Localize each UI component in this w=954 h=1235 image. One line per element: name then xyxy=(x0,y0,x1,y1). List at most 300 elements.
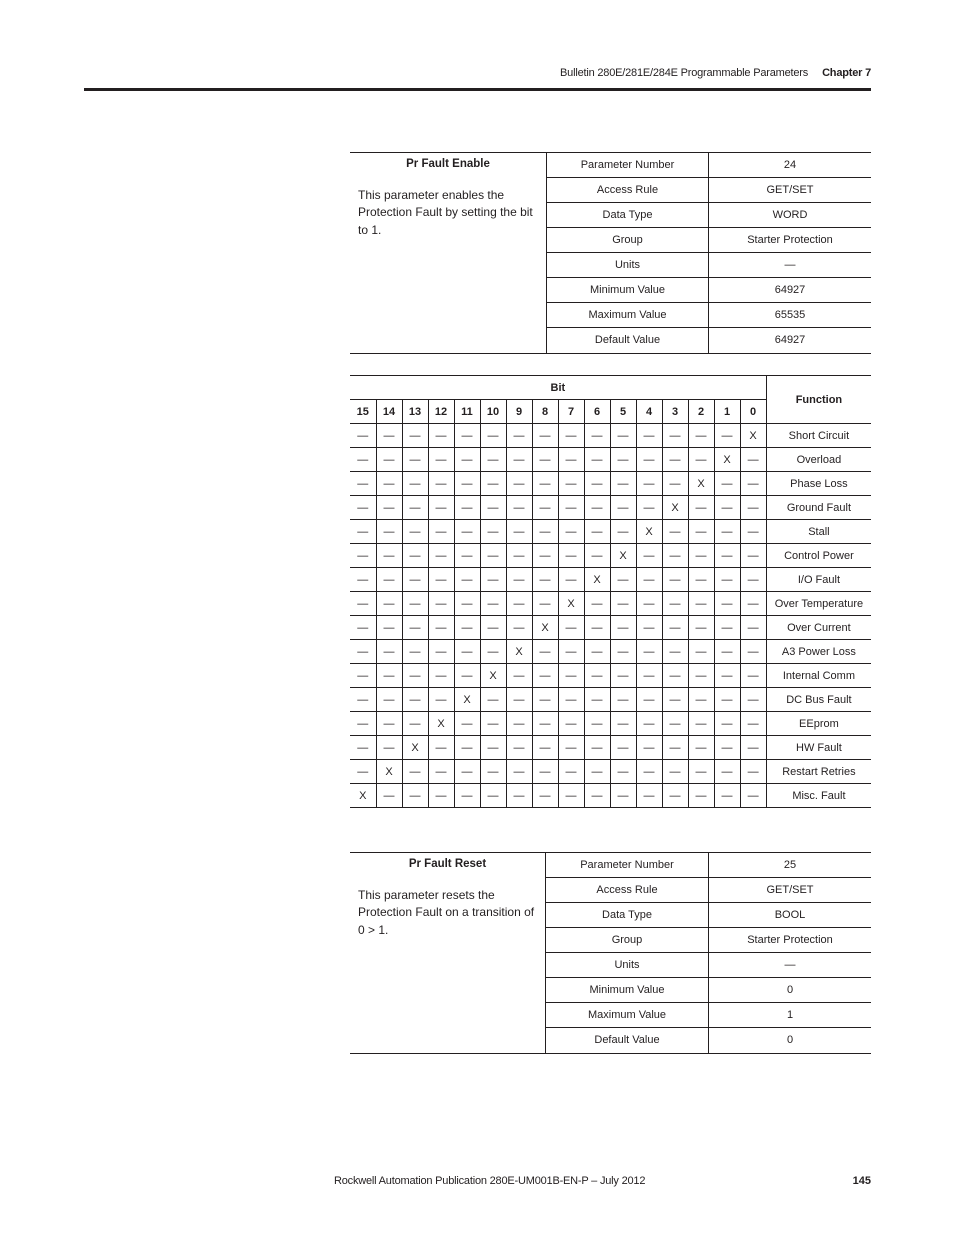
bit-empty-mark: — xyxy=(714,592,740,616)
bit-empty-mark: — xyxy=(740,544,766,568)
bit-empty-mark: — xyxy=(376,520,402,544)
bit-empty-mark: — xyxy=(636,496,662,520)
bit-empty-mark: — xyxy=(662,712,688,736)
function-name: DC Bus Fault xyxy=(766,688,871,712)
bit-empty-mark: — xyxy=(428,568,454,592)
attribute-value: GET/SET xyxy=(766,884,814,896)
bit-empty-mark: — xyxy=(714,664,740,688)
bit-empty-mark: — xyxy=(662,424,688,448)
attribute-label: Group xyxy=(546,928,709,952)
bit-empty-mark: — xyxy=(480,712,506,736)
bit-empty-mark: — xyxy=(350,472,376,496)
attribute-label: Minimum Value xyxy=(546,978,709,1002)
parameter-description: This parameter enables the Protection Fault by setting the bit to 1. xyxy=(358,187,533,237)
function-name: Control Power xyxy=(766,544,871,568)
bit-empty-mark: — xyxy=(454,520,480,544)
parameter-description-cell xyxy=(350,853,546,1053)
bit-empty-mark: — xyxy=(662,544,688,568)
bit-empty-mark: — xyxy=(662,640,688,664)
bit-empty-mark: — xyxy=(584,496,610,520)
attribute-row xyxy=(547,253,871,278)
bit-set-mark: X xyxy=(532,616,558,640)
bit-set-mark: X xyxy=(428,712,454,736)
bit-empty-mark: — xyxy=(532,640,558,664)
function-name: HW Fault xyxy=(766,736,871,760)
bit-number-header: 6 xyxy=(584,400,610,424)
attribute-label: Access Rule xyxy=(546,878,709,902)
bit-empty-mark: — xyxy=(506,520,532,544)
attribute-label: Data Type xyxy=(547,203,709,227)
bit-empty-mark: — xyxy=(506,736,532,760)
bit-empty-mark: — xyxy=(688,544,714,568)
bit-empty-mark: — xyxy=(454,712,480,736)
bit-set-mark: X xyxy=(584,568,610,592)
bit-empty-mark: — xyxy=(454,544,480,568)
bit-header: Bit xyxy=(350,376,766,400)
bit-empty-mark: — xyxy=(350,424,376,448)
bit-empty-mark: — xyxy=(402,688,428,712)
bit-set-mark: X xyxy=(402,736,428,760)
bit-empty-mark: — xyxy=(376,568,402,592)
bit-empty-mark: — xyxy=(610,520,636,544)
attribute-row xyxy=(546,903,871,928)
bit-empty-mark: — xyxy=(740,688,766,712)
bit-empty-mark: — xyxy=(480,688,506,712)
bit-empty-mark: — xyxy=(402,592,428,616)
parameter-attribute-list xyxy=(547,153,871,353)
bit-empty-mark: — xyxy=(506,568,532,592)
parameter-description: This parameter resets the Protection Fault on a transition of 0 > 1. xyxy=(358,887,535,937)
bit-empty-mark: — xyxy=(584,712,610,736)
bit-empty-mark: — xyxy=(350,640,376,664)
bit-row xyxy=(350,760,871,784)
bit-empty-mark: — xyxy=(480,472,506,496)
bit-empty-mark: — xyxy=(350,448,376,472)
bit-empty-mark: — xyxy=(506,424,532,448)
bit-empty-mark: — xyxy=(584,472,610,496)
bit-empty-mark: — xyxy=(350,568,376,592)
bit-empty-mark: — xyxy=(714,568,740,592)
bit-empty-mark: — xyxy=(506,760,532,784)
bit-empty-mark: — xyxy=(480,616,506,640)
bit-number-header: 2 xyxy=(688,400,714,424)
bit-empty-mark: — xyxy=(688,496,714,520)
bit-empty-mark: — xyxy=(740,736,766,760)
bit-empty-mark: — xyxy=(532,712,558,736)
bit-empty-mark: — xyxy=(584,424,610,448)
bit-number-header: 4 xyxy=(636,400,662,424)
function-name: Short Circuit xyxy=(766,424,871,448)
attribute-label: Parameter Number xyxy=(546,853,709,877)
bit-row xyxy=(350,664,871,688)
attribute-label: Units xyxy=(546,953,709,977)
bit-empty-mark: — xyxy=(532,688,558,712)
bit-empty-mark: — xyxy=(610,424,636,448)
bit-empty-mark: — xyxy=(480,592,506,616)
bit-empty-mark: — xyxy=(740,448,766,472)
bit-empty-mark: — xyxy=(532,592,558,616)
parameter-description-cell xyxy=(350,153,547,353)
bit-empty-mark: — xyxy=(584,544,610,568)
bit-empty-mark: — xyxy=(532,472,558,496)
bit-empty-mark: — xyxy=(610,448,636,472)
bit-empty-mark: — xyxy=(714,760,740,784)
bit-empty-mark: — xyxy=(402,424,428,448)
bit-set-mark: X xyxy=(662,496,688,520)
bit-empty-mark: — xyxy=(610,496,636,520)
bit-empty-mark: — xyxy=(558,760,584,784)
attribute-label: Minimum Value xyxy=(547,278,709,302)
attribute-value: Starter Protection xyxy=(747,234,833,246)
bit-empty-mark: — xyxy=(636,472,662,496)
bit-empty-mark: — xyxy=(610,688,636,712)
bit-empty-mark: — xyxy=(584,664,610,688)
bit-empty-mark: — xyxy=(584,616,610,640)
bit-empty-mark: — xyxy=(454,568,480,592)
attribute-label: Maximum Value xyxy=(546,1003,709,1027)
bit-empty-mark: — xyxy=(558,688,584,712)
bit-empty-mark: — xyxy=(662,568,688,592)
bit-empty-mark: — xyxy=(558,448,584,472)
bit-row xyxy=(350,688,871,712)
bit-empty-mark: — xyxy=(584,592,610,616)
bit-set-mark: X xyxy=(454,688,480,712)
attribute-row xyxy=(547,278,871,303)
bit-empty-mark: — xyxy=(402,568,428,592)
bit-empty-mark: — xyxy=(402,784,428,808)
attribute-value: 0 xyxy=(786,1034,794,1046)
bit-empty-mark: — xyxy=(402,760,428,784)
attribute-value: 0 xyxy=(786,984,794,996)
attribute-value: WORD xyxy=(772,209,808,221)
parameter-attribute-list xyxy=(546,853,871,1053)
bit-empty-mark: — xyxy=(662,520,688,544)
attribute-row xyxy=(546,928,871,953)
bit-empty-mark: — xyxy=(506,616,532,640)
bit-empty-mark: — xyxy=(688,448,714,472)
bit-empty-mark: — xyxy=(428,640,454,664)
bit-empty-mark: — xyxy=(662,784,688,808)
bit-empty-mark: — xyxy=(610,736,636,760)
parameter-name: Pr Fault Reset xyxy=(408,858,487,870)
attribute-label: Parameter Number xyxy=(547,153,709,177)
attribute-label: Default Value xyxy=(547,328,709,353)
bit-empty-mark: — xyxy=(454,616,480,640)
attribute-row xyxy=(547,328,871,353)
bit-empty-mark: — xyxy=(532,496,558,520)
bit-empty-mark: — xyxy=(506,784,532,808)
bit-empty-mark: — xyxy=(454,664,480,688)
attribute-value: 24 xyxy=(783,159,797,171)
bit-empty-mark: — xyxy=(428,448,454,472)
bit-empty-mark: — xyxy=(662,664,688,688)
header-chapter: Chapter 7 xyxy=(822,67,871,79)
bit-number-header: 15 xyxy=(350,400,376,424)
bit-empty-mark: — xyxy=(506,496,532,520)
bit-empty-mark: — xyxy=(376,664,402,688)
bit-set-mark: X xyxy=(506,640,532,664)
bit-empty-mark: — xyxy=(454,424,480,448)
bit-empty-mark: — xyxy=(688,664,714,688)
bit-empty-mark: — xyxy=(740,568,766,592)
bit-empty-mark: — xyxy=(480,760,506,784)
attribute-row xyxy=(547,303,871,328)
bit-empty-mark: — xyxy=(714,688,740,712)
bit-empty-mark: — xyxy=(506,664,532,688)
bit-empty-mark: — xyxy=(610,664,636,688)
bit-empty-mark: — xyxy=(428,496,454,520)
function-name: I/O Fault xyxy=(766,568,871,592)
bit-number-header: 8 xyxy=(532,400,558,424)
bit-empty-mark: — xyxy=(662,760,688,784)
bit-empty-mark: — xyxy=(532,424,558,448)
parameter-table-fault-enable xyxy=(350,152,871,354)
bit-empty-mark: — xyxy=(714,640,740,664)
bit-empty-mark: — xyxy=(584,448,610,472)
function-name: Over Temperature xyxy=(766,592,871,616)
bit-empty-mark: — xyxy=(428,760,454,784)
bit-empty-mark: — xyxy=(402,472,428,496)
bit-empty-mark: — xyxy=(480,736,506,760)
bit-empty-mark: — xyxy=(402,448,428,472)
bit-row xyxy=(350,712,871,736)
attribute-value: 65535 xyxy=(774,309,806,321)
bit-empty-mark: — xyxy=(610,568,636,592)
bit-empty-mark: — xyxy=(610,640,636,664)
bit-empty-mark: — xyxy=(350,760,376,784)
bit-empty-mark: — xyxy=(402,664,428,688)
bit-empty-mark: — xyxy=(376,784,402,808)
bit-empty-mark: — xyxy=(636,736,662,760)
bit-empty-mark: — xyxy=(532,784,558,808)
bit-empty-mark: — xyxy=(636,592,662,616)
function-name: Over Current xyxy=(766,616,871,640)
attribute-value: Starter Protection xyxy=(747,934,833,946)
bit-empty-mark: — xyxy=(350,736,376,760)
bit-empty-mark: — xyxy=(740,496,766,520)
bit-empty-mark: — xyxy=(662,736,688,760)
bit-empty-mark: — xyxy=(454,448,480,472)
bit-empty-mark: — xyxy=(376,736,402,760)
bit-empty-mark: — xyxy=(610,592,636,616)
bit-empty-mark: — xyxy=(558,712,584,736)
bit-empty-mark: — xyxy=(662,616,688,640)
bit-set-mark: X xyxy=(636,520,662,544)
bit-empty-mark: — xyxy=(584,688,610,712)
attribute-value: 25 xyxy=(783,859,797,871)
bit-set-mark: X xyxy=(714,448,740,472)
bit-empty-mark: — xyxy=(584,736,610,760)
bit-empty-mark: — xyxy=(688,424,714,448)
bit-empty-mark: — xyxy=(428,664,454,688)
bit-set-mark: X xyxy=(610,544,636,568)
bit-empty-mark: — xyxy=(636,568,662,592)
attribute-row xyxy=(546,1028,871,1053)
bit-empty-mark: — xyxy=(402,712,428,736)
bit-empty-mark: — xyxy=(688,760,714,784)
function-name: A3 Power Loss xyxy=(766,640,871,664)
bit-empty-mark: — xyxy=(376,472,402,496)
bit-empty-mark: — xyxy=(428,616,454,640)
bit-empty-mark: — xyxy=(480,424,506,448)
bit-set-mark: X xyxy=(740,424,766,448)
bit-empty-mark: — xyxy=(558,616,584,640)
bit-empty-mark: — xyxy=(402,616,428,640)
bit-empty-mark: — xyxy=(636,640,662,664)
bit-empty-mark: — xyxy=(610,616,636,640)
bit-empty-mark: — xyxy=(636,664,662,688)
bit-empty-mark: — xyxy=(636,616,662,640)
bit-empty-mark: — xyxy=(454,784,480,808)
bit-empty-mark: — xyxy=(714,712,740,736)
bit-empty-mark: — xyxy=(636,544,662,568)
bit-empty-mark: — xyxy=(584,760,610,784)
bit-empty-mark: — xyxy=(740,760,766,784)
page-number: 145 xyxy=(852,1175,871,1187)
bit-empty-mark: — xyxy=(688,640,714,664)
bit-empty-mark: — xyxy=(636,784,662,808)
attribute-label: Maximum Value xyxy=(547,303,709,327)
bit-empty-mark: — xyxy=(740,592,766,616)
attribute-row xyxy=(546,853,871,878)
bit-empty-mark: — xyxy=(506,448,532,472)
attribute-value: — xyxy=(784,959,796,971)
bit-empty-mark: — xyxy=(532,568,558,592)
bit-row xyxy=(350,784,871,808)
attribute-row xyxy=(546,878,871,903)
bit-set-mark: X xyxy=(558,592,584,616)
running-header xyxy=(560,67,871,79)
bit-empty-mark: — xyxy=(558,736,584,760)
bit-number-header: 1 xyxy=(714,400,740,424)
parameter-table-fault-reset xyxy=(350,852,871,1054)
bit-row xyxy=(350,592,871,616)
bit-empty-mark: — xyxy=(558,568,584,592)
bit-empty-mark: — xyxy=(714,496,740,520)
bit-set-mark: X xyxy=(688,472,714,496)
attribute-label: Group xyxy=(547,228,709,252)
bit-empty-mark: — xyxy=(428,520,454,544)
bit-empty-mark: — xyxy=(454,496,480,520)
header-rule xyxy=(84,88,871,91)
bit-number-header: 7 xyxy=(558,400,584,424)
attribute-value: BOOL xyxy=(774,909,806,921)
bit-empty-mark: — xyxy=(714,424,740,448)
attribute-row xyxy=(547,228,871,253)
bit-empty-mark: — xyxy=(662,448,688,472)
bit-number-header: 0 xyxy=(740,400,766,424)
bit-empty-mark: — xyxy=(376,448,402,472)
bit-number-header: 13 xyxy=(402,400,428,424)
bit-empty-mark: — xyxy=(558,664,584,688)
bit-empty-mark: — xyxy=(714,520,740,544)
bit-empty-mark: — xyxy=(558,784,584,808)
bit-empty-mark: — xyxy=(740,784,766,808)
bit-empty-mark: — xyxy=(610,712,636,736)
bit-empty-mark: — xyxy=(506,592,532,616)
bit-empty-mark: — xyxy=(532,736,558,760)
bit-empty-mark: — xyxy=(454,760,480,784)
bit-empty-mark: — xyxy=(714,544,740,568)
bit-empty-mark: — xyxy=(506,472,532,496)
bit-empty-mark: — xyxy=(506,712,532,736)
bit-empty-mark: — xyxy=(350,520,376,544)
bit-number-header: 5 xyxy=(610,400,636,424)
bit-empty-mark: — xyxy=(480,544,506,568)
bit-empty-mark: — xyxy=(428,472,454,496)
bit-number-header: 3 xyxy=(662,400,688,424)
function-name: Overload xyxy=(766,448,871,472)
bit-row xyxy=(350,640,871,664)
bit-empty-mark: — xyxy=(636,712,662,736)
bit-set-mark: X xyxy=(480,664,506,688)
function-name: Stall xyxy=(766,520,871,544)
attribute-row xyxy=(546,953,871,978)
bit-empty-mark: — xyxy=(740,640,766,664)
attribute-row xyxy=(546,1003,871,1028)
bit-empty-mark: — xyxy=(428,688,454,712)
bit-empty-mark: — xyxy=(636,424,662,448)
bit-empty-mark: — xyxy=(376,616,402,640)
bit-empty-mark: — xyxy=(558,472,584,496)
bit-empty-mark: — xyxy=(480,568,506,592)
bit-empty-mark: — xyxy=(740,472,766,496)
bit-empty-mark: — xyxy=(506,688,532,712)
bit-empty-mark: — xyxy=(402,520,428,544)
attribute-row xyxy=(547,203,871,228)
bit-empty-mark: — xyxy=(714,616,740,640)
bit-row xyxy=(350,496,871,520)
bit-row xyxy=(350,616,871,640)
bit-empty-mark: — xyxy=(558,496,584,520)
attribute-row xyxy=(546,978,871,1003)
bit-empty-mark: — xyxy=(454,736,480,760)
bit-empty-mark: — xyxy=(402,544,428,568)
bit-empty-mark: — xyxy=(688,712,714,736)
parameter-name: Pr Fault Enable xyxy=(406,158,490,170)
bit-empty-mark: — xyxy=(532,544,558,568)
bit-empty-mark: — xyxy=(714,736,740,760)
bit-row xyxy=(350,568,871,592)
bit-number-header: 14 xyxy=(376,400,402,424)
bit-empty-mark: — xyxy=(376,688,402,712)
bit-empty-mark: — xyxy=(610,760,636,784)
bit-empty-mark: — xyxy=(636,688,662,712)
bit-empty-mark: — xyxy=(740,520,766,544)
bit-empty-mark: — xyxy=(714,472,740,496)
attribute-value: GET/SET xyxy=(766,184,814,196)
bit-empty-mark: — xyxy=(584,640,610,664)
function-header: Function xyxy=(766,376,871,424)
bit-empty-mark: — xyxy=(454,640,480,664)
bit-empty-mark: — xyxy=(532,760,558,784)
bit-empty-mark: — xyxy=(558,520,584,544)
bit-empty-mark: — xyxy=(428,736,454,760)
bit-empty-mark: — xyxy=(480,640,506,664)
function-name: Restart Retries xyxy=(766,760,871,784)
bit-set-mark: X xyxy=(376,760,402,784)
bit-empty-mark: — xyxy=(402,640,428,664)
bit-empty-mark: — xyxy=(376,640,402,664)
bit-row xyxy=(350,472,871,496)
bit-number-header: 12 xyxy=(428,400,454,424)
footer-publication: Rockwell Automation Publication 280E-UM001B-EN-P – July 2012 xyxy=(334,1175,646,1187)
bit-empty-mark: — xyxy=(532,664,558,688)
bit-empty-mark: — xyxy=(662,688,688,712)
bit-empty-mark: — xyxy=(376,712,402,736)
attribute-label: Data Type xyxy=(546,903,709,927)
bit-empty-mark: — xyxy=(532,520,558,544)
